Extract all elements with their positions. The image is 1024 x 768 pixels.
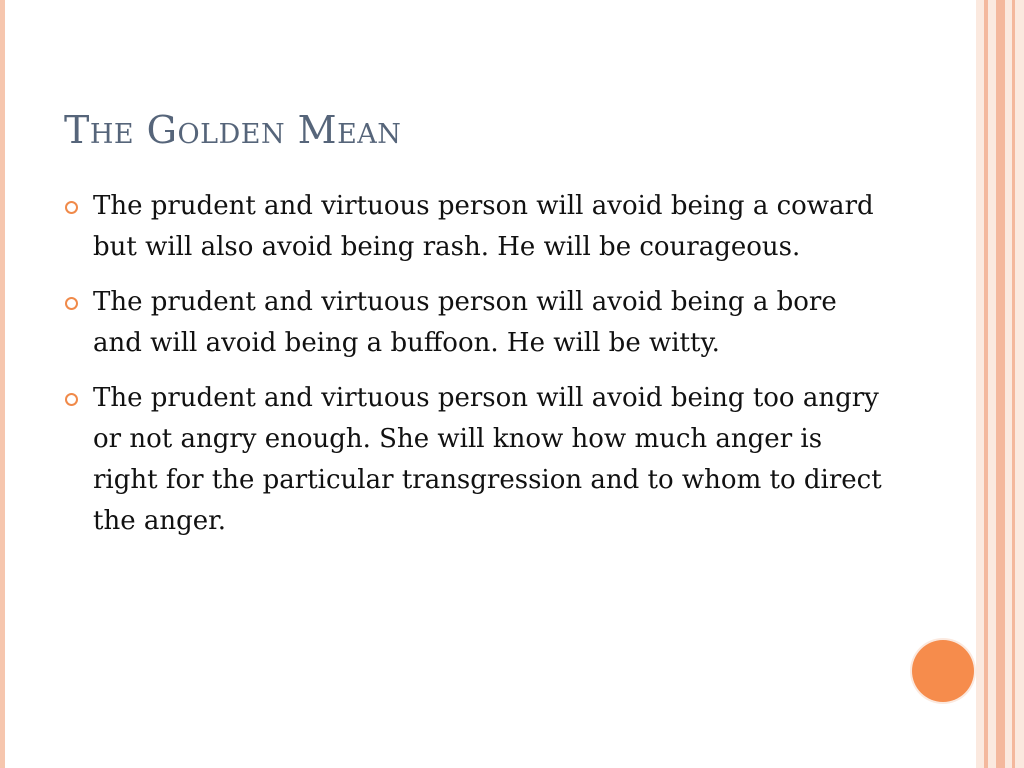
right-border-stripe: [1012, 0, 1015, 768]
right-border-stripe: [984, 0, 988, 768]
bullet-item: [64, 282, 884, 364]
bullet-item: [64, 378, 884, 542]
bullet-list: [64, 186, 884, 556]
bullet-circle-icon: [65, 297, 78, 310]
slide-title: The Golden Mean: [64, 108, 402, 152]
right-border-panel: [976, 0, 1024, 768]
bullet-text: The prudent and virtuous person will avoid being a coward but will also avoid being rash. He will be courageous.: [93, 191, 874, 262]
right-border-stripe: [996, 0, 1005, 768]
bullet-circle-icon: [65, 393, 78, 406]
left-border-stripe: [0, 0, 5, 768]
bullet-circle-icon: [65, 201, 78, 214]
bullet-text: The prudent and virtuous person will avoid being a bore and will avoid being a buffoon. He will be witty.: [93, 287, 837, 358]
decorative-orange-circle: [912, 640, 974, 702]
bullet-text: The prudent and virtuous person will avoid being too angry or not angry enough. She will know how much anger is right for the particular transgression and to whom to direct the anger.: [93, 383, 882, 536]
bullet-item: [64, 186, 884, 268]
